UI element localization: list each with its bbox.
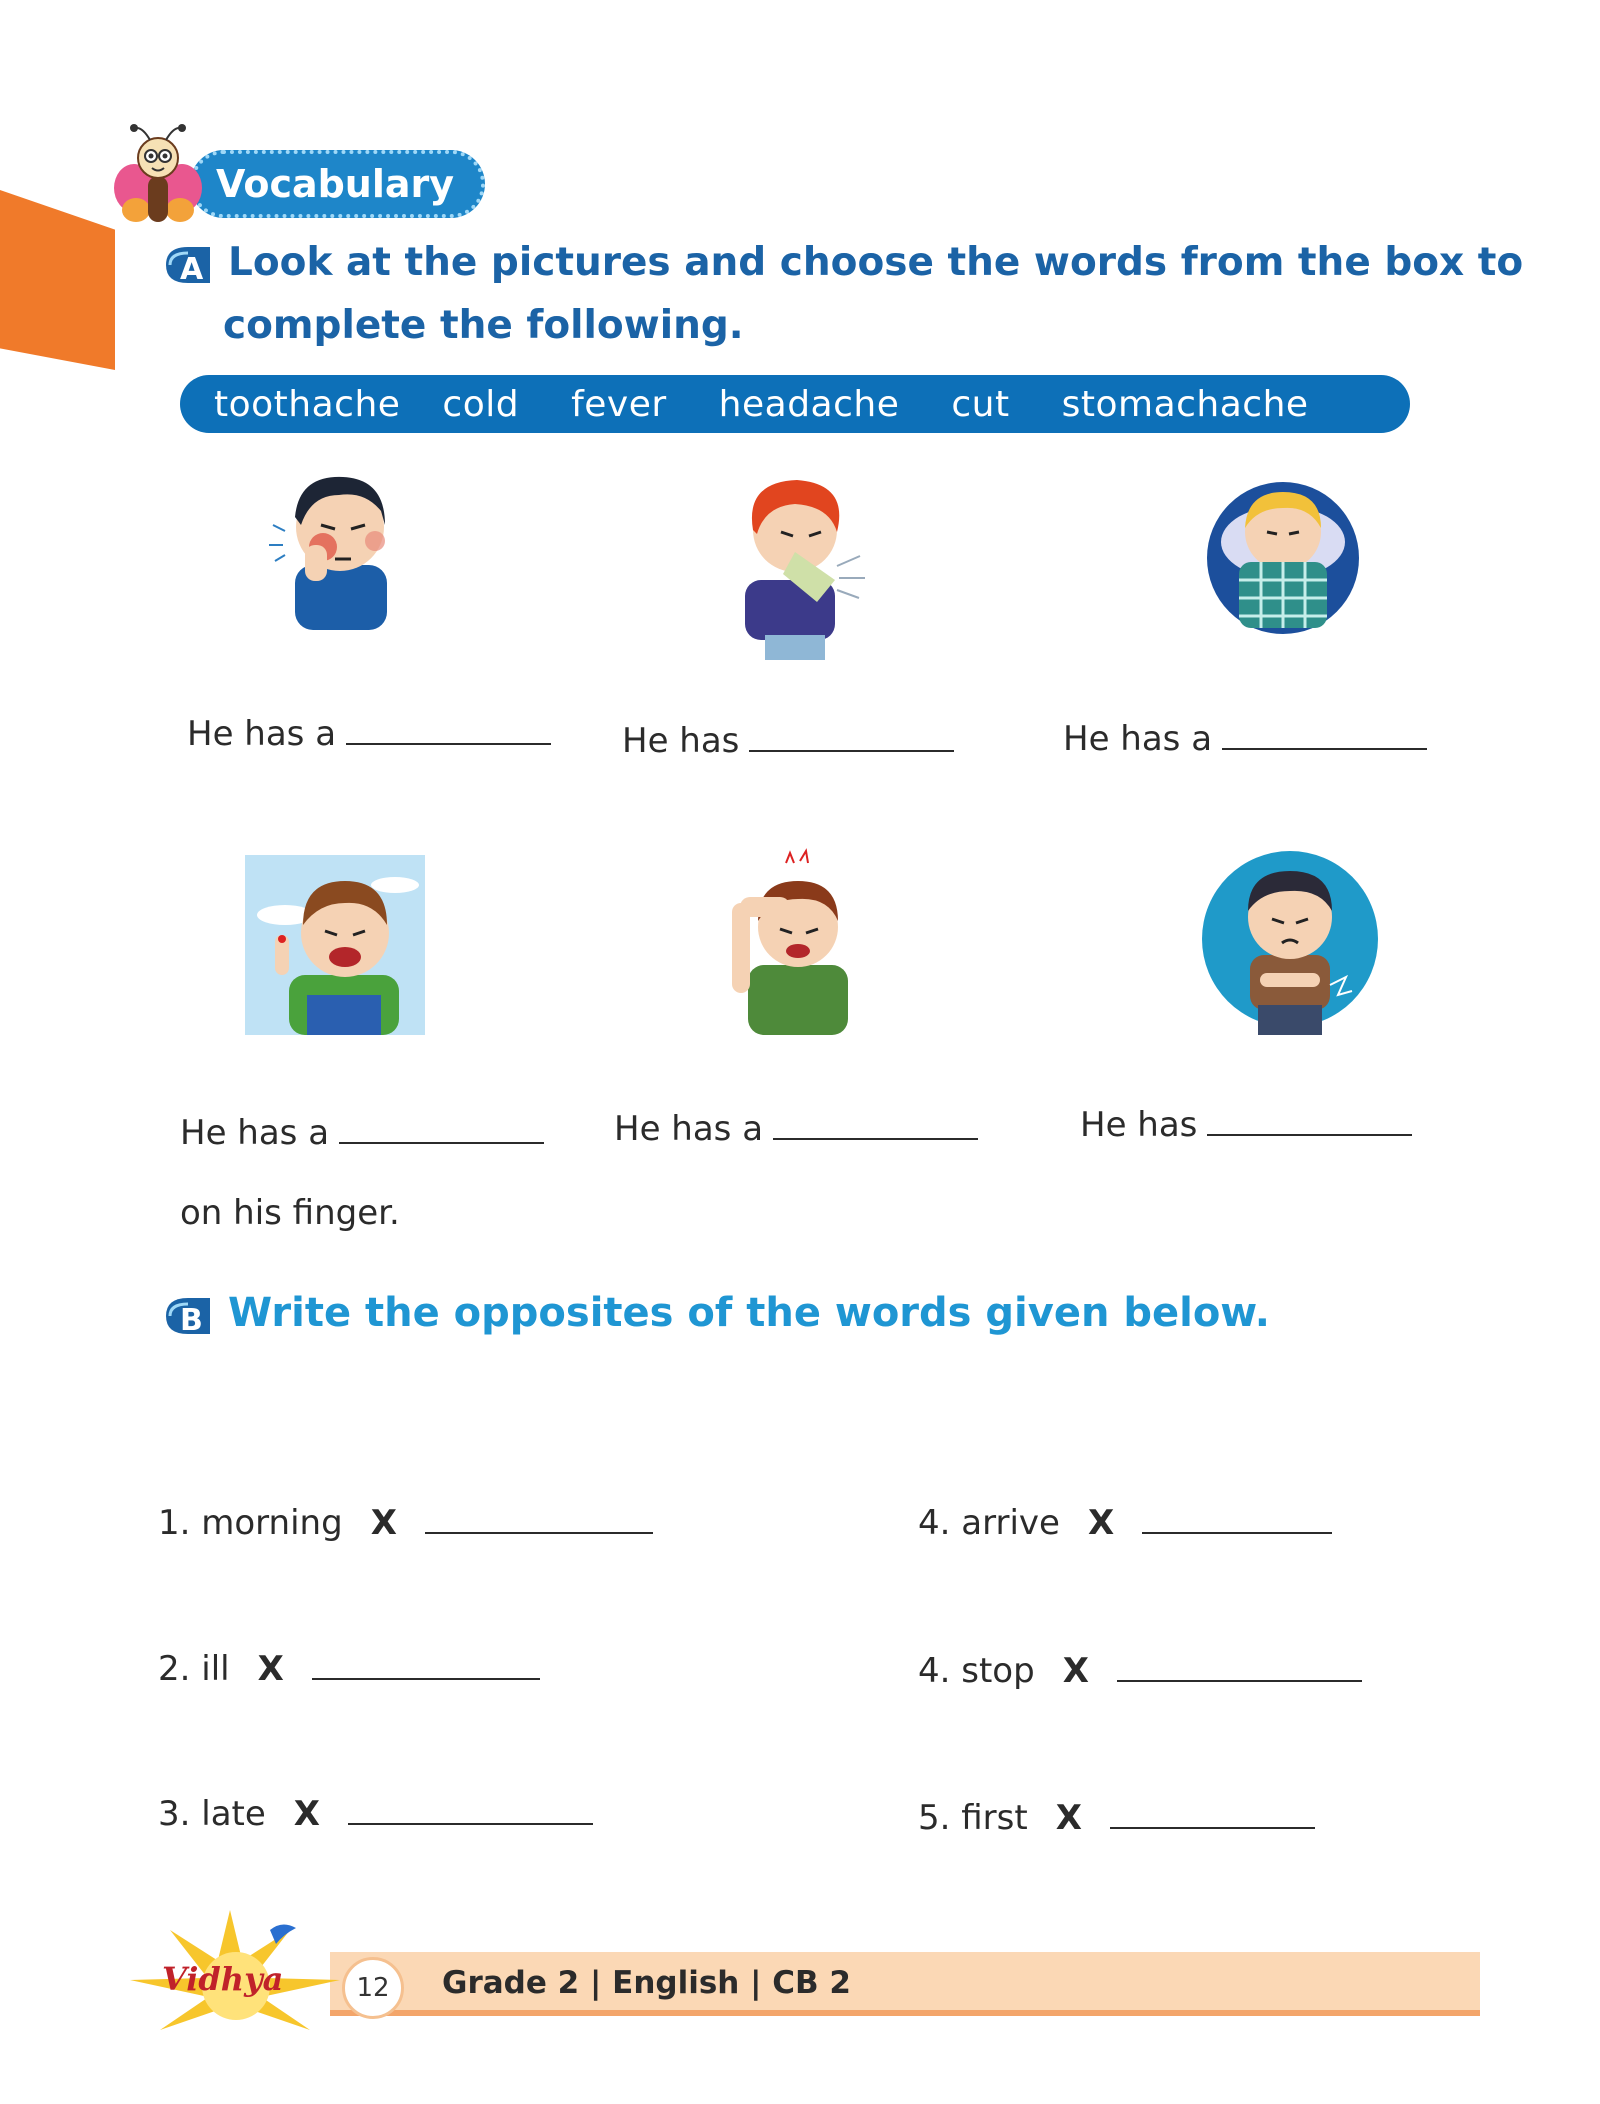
- section-a-instruction-line2: complete the following.: [223, 303, 744, 348]
- sentence-4-text: He has a: [180, 1113, 330, 1153]
- footer-book-info: Grade 2 | English | CB 2: [442, 1965, 851, 2001]
- x-symbol: X: [257, 1649, 284, 1689]
- word-box-item: headache: [718, 383, 900, 425]
- opposite-item-5: [918, 1650, 1362, 1691]
- sentence-5: [614, 1108, 978, 1149]
- opposite-item-2: [158, 1648, 540, 1689]
- word-box-item: toothache: [214, 383, 401, 425]
- answer-blank-2[interactable]: [749, 720, 954, 752]
- fever-boy-picture: [1205, 470, 1360, 640]
- sentence-6-text: He has: [1080, 1105, 1198, 1145]
- opposite-word: 4. arrive: [918, 1503, 1060, 1543]
- word-box-item: cut: [951, 383, 1010, 425]
- sentence-1-text: He has a: [187, 714, 337, 754]
- opposite-word: 1. morning: [158, 1503, 343, 1543]
- answer-blank-6[interactable]: [1207, 1104, 1412, 1136]
- toothache-boy-picture: [255, 455, 405, 630]
- section-b-instruction: Write the opposites of the words given below.: [228, 1290, 1270, 1336]
- section-b-letter: B: [180, 1303, 203, 1338]
- orange-corner-tab: [0, 190, 115, 370]
- opposite-blank-3[interactable]: [348, 1793, 593, 1825]
- vidhya-logo-text: Vidhya: [162, 1960, 284, 1998]
- word-box-item: stomachache: [1061, 383, 1309, 425]
- section-a-letter: A: [180, 252, 204, 287]
- answer-blank-5[interactable]: [773, 1108, 978, 1140]
- bee-mascot-icon: [112, 118, 204, 228]
- answer-blank-3[interactable]: [1222, 718, 1427, 750]
- section-b-badge-icon: [160, 1294, 216, 1338]
- x-symbol: X: [1055, 1798, 1082, 1838]
- opposite-word: 4. stop: [918, 1651, 1035, 1691]
- sentence-5-text: He has a: [614, 1109, 764, 1149]
- sentence-6: [1080, 1104, 1412, 1145]
- opposite-blank-2[interactable]: [312, 1648, 540, 1680]
- word-box: [180, 375, 1410, 433]
- sentence-2-text: He has: [622, 721, 740, 761]
- cold-boy-picture: [725, 470, 870, 660]
- word-box-item: fever: [571, 383, 667, 425]
- section-a-instruction-line1: Look at the pictures and choose the words from the box to: [228, 240, 1524, 285]
- sentence-1: [187, 713, 551, 754]
- opposite-word: 2. ill: [158, 1649, 230, 1689]
- opposite-blank-5[interactable]: [1117, 1650, 1362, 1682]
- x-symbol: X: [1062, 1651, 1089, 1691]
- sentence-4-continuation: on his finger.: [180, 1193, 400, 1233]
- opposite-blank-4[interactable]: [1142, 1502, 1332, 1534]
- opposite-item-6: [918, 1797, 1315, 1838]
- vocabulary-label: Vocabulary: [216, 162, 455, 206]
- opposite-word: 5. first: [918, 1798, 1028, 1838]
- sentence-4: [180, 1112, 544, 1153]
- page-number: 12: [342, 1957, 404, 2019]
- headache-boy-picture: [718, 845, 868, 1035]
- answer-blank-4[interactable]: [339, 1112, 544, 1144]
- word-box-item: cold: [442, 383, 520, 425]
- answer-blank-1[interactable]: [346, 713, 551, 745]
- opposite-blank-6[interactable]: [1110, 1797, 1315, 1829]
- opposite-item-1: [158, 1502, 653, 1543]
- section-a-badge-icon: [160, 243, 216, 287]
- opposite-item-3: [158, 1793, 593, 1834]
- x-symbol: X: [370, 1503, 397, 1543]
- vocabulary-badge: [190, 150, 485, 218]
- opposite-item-4: [918, 1502, 1332, 1543]
- cut-finger-boy-picture: [245, 855, 425, 1035]
- sentence-2: [622, 720, 954, 761]
- opposite-word: 3. late: [158, 1794, 266, 1834]
- x-symbol: X: [293, 1794, 320, 1834]
- sentence-3-text: He has a: [1063, 719, 1213, 759]
- stomachache-boy-picture: [1200, 845, 1380, 1040]
- sentence-3: [1063, 718, 1427, 759]
- opposite-blank-1[interactable]: [425, 1502, 653, 1534]
- x-symbol: X: [1087, 1503, 1115, 1543]
